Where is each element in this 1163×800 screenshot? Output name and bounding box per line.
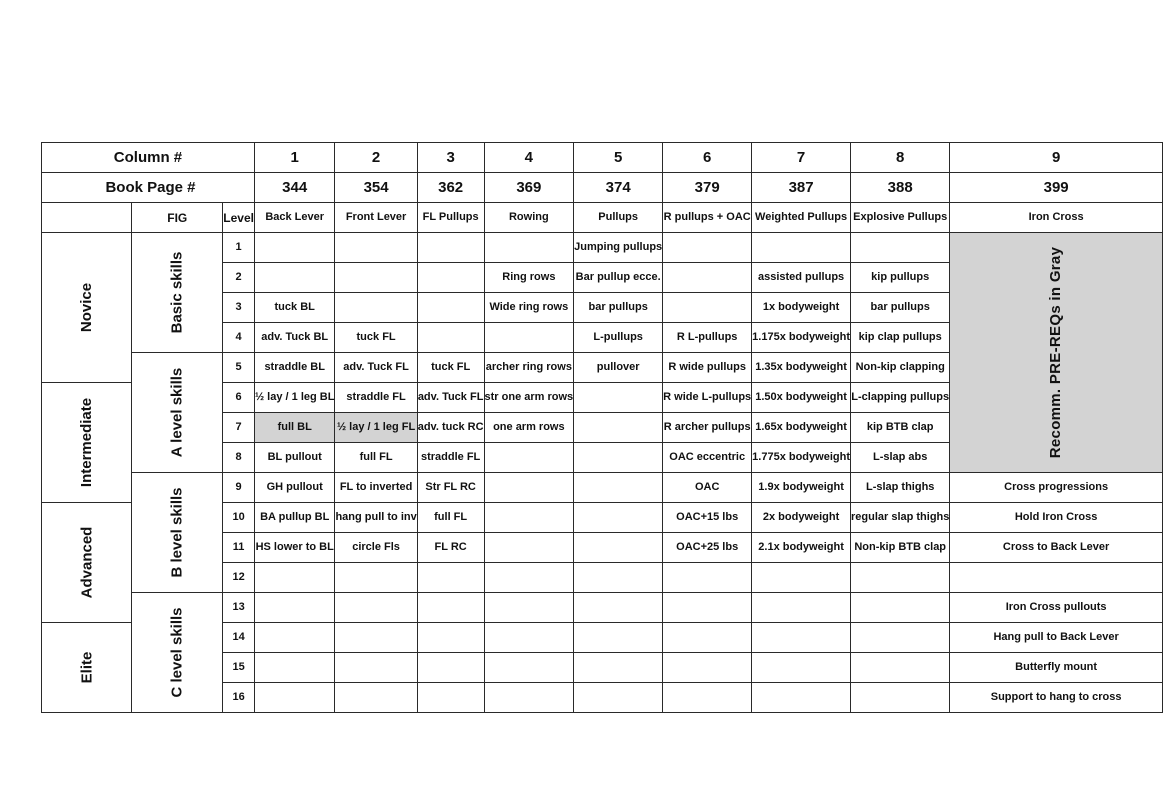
skill-title: Weighted Pullups: [752, 203, 851, 233]
skill-cell: L-clapping pullups: [850, 383, 949, 413]
skill-cell: [574, 683, 663, 713]
category-label: Intermediate: [78, 397, 96, 488]
skill-cell: [484, 473, 574, 503]
skill-cell: Hold Iron Cross: [950, 503, 1162, 533]
skill-cell: [254, 563, 334, 593]
skill-cell: [663, 563, 752, 593]
category-cell: [42, 503, 132, 623]
column-number: 5: [574, 143, 663, 173]
book-page-row: [42, 173, 1163, 203]
column-number: 3: [417, 143, 484, 173]
skill-cell: [254, 653, 334, 683]
column-number-row: [42, 143, 1163, 173]
skill-cell: 1.50x bodyweight: [752, 383, 851, 413]
skill-cell: tuck FL: [335, 323, 417, 353]
column-number: 4: [484, 143, 574, 173]
fig-header: FIG: [132, 203, 223, 233]
skill-cell: kip BTB clap: [850, 413, 949, 443]
skill-cell: pullover: [574, 353, 663, 383]
skill-cell: [335, 293, 417, 323]
skill-cell: [335, 623, 417, 653]
column-number: 7: [752, 143, 851, 173]
skill-cell: [335, 593, 417, 623]
skill-cell: [484, 593, 574, 623]
skill-cell: straddle FL: [335, 383, 417, 413]
level-number: 11: [223, 533, 255, 563]
column-number: 8: [850, 143, 949, 173]
skill-cell: [663, 623, 752, 653]
skill-cell: [417, 233, 484, 263]
skill-cell: [752, 623, 851, 653]
skill-cell: Iron Cross pullouts: [950, 593, 1162, 623]
prereq-note-cell: [950, 233, 1162, 473]
level-number: 5: [223, 353, 255, 383]
skill-cell: [417, 683, 484, 713]
skill-cell: BA pullup BL: [254, 503, 334, 533]
skill-cell: [417, 323, 484, 353]
skill-cell: [484, 233, 574, 263]
skill-cell: Cross to Back Lever: [950, 533, 1162, 563]
skill-cell: R wide L-pullups: [663, 383, 752, 413]
skill-cell: [663, 593, 752, 623]
skill-cell: 1.175x bodyweight: [752, 323, 851, 353]
skill-cell: R archer pullups: [663, 413, 752, 443]
level-number: 1: [223, 233, 255, 263]
skill-cell: 1.9x bodyweight: [752, 473, 851, 503]
skill-cell: BL pullout: [254, 443, 334, 473]
skill-cell: [663, 233, 752, 263]
skill-cell: Non-kip BTB clap: [850, 533, 949, 563]
skill-cell: str one arm rows: [484, 383, 574, 413]
category-cell: [42, 623, 132, 713]
book-page: 362: [417, 173, 484, 203]
skill-cell: circle Fls: [335, 533, 417, 563]
level-number: 4: [223, 323, 255, 353]
level-number: 15: [223, 653, 255, 683]
skill-cell: [484, 623, 574, 653]
skill-cell: [335, 563, 417, 593]
skill-cell: [254, 623, 334, 653]
skill-cell: [663, 653, 752, 683]
level-number: 7: [223, 413, 255, 443]
skill-title: Front Lever: [335, 203, 417, 233]
skill-cell: [254, 683, 334, 713]
skill-cell: [574, 473, 663, 503]
skill-cell: [663, 683, 752, 713]
skill-cell: [850, 683, 949, 713]
skill-cell: [850, 563, 949, 593]
skill-cell: full FL: [335, 443, 417, 473]
skill-cell: [484, 683, 574, 713]
skill-cell: [574, 533, 663, 563]
skill-cell: [335, 653, 417, 683]
level-row: [42, 593, 1163, 623]
level-number: 14: [223, 623, 255, 653]
column-number: 1: [254, 143, 334, 173]
skill-cell: assisted pullups: [752, 263, 851, 293]
skill-cell: archer ring rows: [484, 353, 574, 383]
column-number: 6: [663, 143, 752, 173]
level-number: 8: [223, 443, 255, 473]
skill-cell: [574, 413, 663, 443]
skill-cell: [574, 623, 663, 653]
skill-cell: [484, 653, 574, 683]
category-cell: [42, 233, 132, 383]
skill-cell: ½ lay / 1 leg BL: [254, 383, 334, 413]
skill-title: Explosive Pullups: [850, 203, 949, 233]
skill-cell: [335, 263, 417, 293]
skill-cell: kip clap pullups: [850, 323, 949, 353]
skill-cell: 2.1x bodyweight: [752, 533, 851, 563]
category-label: Advanced: [78, 526, 96, 599]
skill-cell: ½ lay / 1 leg FL: [335, 413, 417, 443]
skill-cell: L-slap abs: [850, 443, 949, 473]
book-page: 354: [335, 173, 417, 203]
skill-cell: 2x bodyweight: [752, 503, 851, 533]
skill-cell: OAC+15 lbs: [663, 503, 752, 533]
skill-cell: one arm rows: [484, 413, 574, 443]
skill-cell: [574, 383, 663, 413]
skill-cell: [254, 263, 334, 293]
skill-cell: [574, 443, 663, 473]
book-page-label: Book Page #: [42, 173, 255, 203]
skill-cell: L-pullups: [574, 323, 663, 353]
skill-group-cell: [132, 593, 223, 713]
skill-title: FL Pullups: [417, 203, 484, 233]
skill-cell: [950, 563, 1162, 593]
level-number: 12: [223, 563, 255, 593]
level-row: [42, 473, 1163, 503]
skill-title-row: [42, 203, 1163, 233]
skill-cell: adv. Tuck BL: [254, 323, 334, 353]
book-page: 344: [254, 173, 334, 203]
skill-group-label: Basic skills: [168, 251, 186, 334]
level-number: 2: [223, 263, 255, 293]
skill-cell: Jumping pullups: [574, 233, 663, 263]
skill-cell: [417, 263, 484, 293]
skill-cell: 1x bodyweight: [752, 293, 851, 323]
skill-cell: [417, 293, 484, 323]
skill-cell: Non-kip clapping: [850, 353, 949, 383]
skill-cell: 1.65x bodyweight: [752, 413, 851, 443]
skill-cell: [752, 593, 851, 623]
skill-cell: [417, 563, 484, 593]
skill-cell: [484, 503, 574, 533]
skill-cell: bar pullups: [574, 293, 663, 323]
skill-group-label: A level skills: [168, 367, 186, 458]
skill-cell: [752, 653, 851, 683]
skill-cell: 1.775x bodyweight: [752, 443, 851, 473]
skill-cell: [484, 443, 574, 473]
progression-table: [41, 142, 1163, 713]
skill-cell: [335, 683, 417, 713]
skill-cell: [484, 323, 574, 353]
column-number: 2: [335, 143, 417, 173]
skill-cell: kip pullups: [850, 263, 949, 293]
level-number: 13: [223, 593, 255, 623]
skill-cell: [574, 503, 663, 533]
skill-cell: Support to hang to cross: [950, 683, 1162, 713]
skill-cell: adv. Tuck FL: [335, 353, 417, 383]
skill-cell: Ring rows: [484, 263, 574, 293]
skill-cell: [752, 563, 851, 593]
level-number: 16: [223, 683, 255, 713]
skill-cell: R wide pullups: [663, 353, 752, 383]
skill-title: R pullups + OAC: [663, 203, 752, 233]
skill-group-cell: [132, 233, 223, 353]
skill-cell: tuck BL: [254, 293, 334, 323]
skill-cell: FL to inverted: [335, 473, 417, 503]
skill-group-cell: [132, 353, 223, 473]
skill-cell: tuck FL: [417, 353, 484, 383]
skill-cell: HS lower to BL: [254, 533, 334, 563]
skill-cell: FL RC: [417, 533, 484, 563]
skill-cell: [752, 233, 851, 263]
blank-header-cell: [42, 203, 132, 233]
skill-cell: Wide ring rows: [484, 293, 574, 323]
skill-cell: OAC+25 lbs: [663, 533, 752, 563]
skill-cell: [850, 653, 949, 683]
level-number: 6: [223, 383, 255, 413]
level-number: 10: [223, 503, 255, 533]
skill-group-cell: [132, 473, 223, 593]
skill-cell: OAC eccentric: [663, 443, 752, 473]
skill-cell: Cross progressions: [950, 473, 1162, 503]
skill-title: Rowing: [484, 203, 574, 233]
skill-cell: [574, 593, 663, 623]
skill-cell: [484, 563, 574, 593]
column-number: 9: [950, 143, 1162, 173]
skill-cell: [663, 293, 752, 323]
skill-cell: straddle BL: [254, 353, 334, 383]
skill-cell: full BL: [254, 413, 334, 443]
skill-cell: Butterfly mount: [950, 653, 1162, 683]
skill-cell: [484, 533, 574, 563]
category-label: Elite: [78, 651, 96, 684]
category-label: Novice: [78, 282, 96, 333]
skill-cell: Hang pull to Back Lever: [950, 623, 1162, 653]
skill-cell: [417, 653, 484, 683]
level-number: 3: [223, 293, 255, 323]
skill-cell: Str FL RC: [417, 473, 484, 503]
column-number-label: Column #: [42, 143, 255, 173]
skill-cell: [417, 593, 484, 623]
level-rows: [42, 233, 1163, 713]
skill-cell: GH pullout: [254, 473, 334, 503]
level-number: 9: [223, 473, 255, 503]
skill-cell: bar pullups: [850, 293, 949, 323]
prereq-note: Recomm. PRE-REQs in Gray: [1047, 246, 1065, 459]
book-page: 369: [484, 173, 574, 203]
skill-title: Back Lever: [254, 203, 334, 233]
skill-cell: hang pull to inv: [335, 503, 417, 533]
skill-cell: [335, 233, 417, 263]
skill-cell: adv. Tuck FL: [417, 383, 484, 413]
skill-cell: OAC: [663, 473, 752, 503]
skill-cell: [574, 653, 663, 683]
skill-cell: [663, 263, 752, 293]
skill-cell: [254, 233, 334, 263]
book-page: 399: [950, 173, 1162, 203]
skill-cell: full FL: [417, 503, 484, 533]
level-row: [42, 233, 1163, 263]
level-header: Level: [223, 203, 255, 233]
book-page: 374: [574, 173, 663, 203]
skill-group-label: C level skills: [168, 607, 186, 698]
skill-title: Pullups: [574, 203, 663, 233]
skill-cell: [850, 233, 949, 263]
skill-cell: 1.35x bodyweight: [752, 353, 851, 383]
skill-group-label: B level skills: [168, 487, 186, 578]
skill-cell: [574, 563, 663, 593]
skill-cell: [752, 683, 851, 713]
category-cell: [42, 383, 132, 503]
skill-cell: [417, 623, 484, 653]
skill-cell: [850, 593, 949, 623]
skill-cell: [850, 623, 949, 653]
book-page: 387: [752, 173, 851, 203]
skill-cell: L-slap thighs: [850, 473, 949, 503]
book-page: 379: [663, 173, 752, 203]
skill-title: Iron Cross: [950, 203, 1162, 233]
skill-cell: Bar pullup ecce.: [574, 263, 663, 293]
book-page: 388: [850, 173, 949, 203]
skill-cell: adv. tuck RC: [417, 413, 484, 443]
skill-cell: R L-pullups: [663, 323, 752, 353]
skill-cell: [254, 593, 334, 623]
skill-cell: regular slap thighs: [850, 503, 949, 533]
skill-cell: straddle FL: [417, 443, 484, 473]
